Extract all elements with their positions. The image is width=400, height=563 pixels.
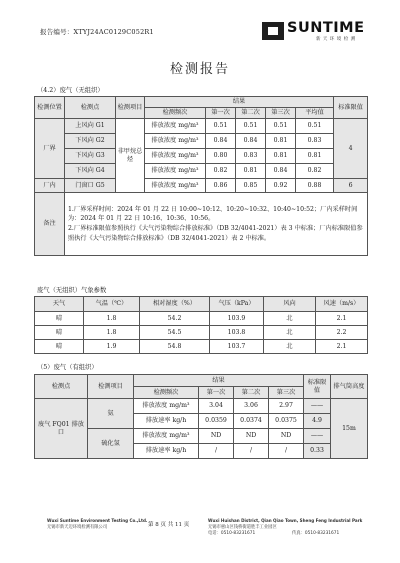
location-cell: 厂界 — [35, 119, 65, 179]
hdr-limit: 标准限值 — [334, 97, 368, 119]
hdr-r2: 第二次 — [236, 108, 266, 119]
logo-mark-icon — [262, 22, 284, 40]
remark-label: 备注 — [35, 193, 65, 256]
hdr-result: 结果 — [145, 97, 334, 108]
value-cell: 0.88 — [296, 179, 334, 193]
footer-address-cn: 无锡市惠山区钱桥街道胜丰工业园区 — [208, 525, 277, 530]
hdr-r1: 第一次 — [199, 387, 234, 399]
weather-cell: 2.1 — [316, 340, 368, 354]
value-cell: 0.84 — [266, 164, 296, 179]
item-cell: 非甲烷总烃 — [116, 119, 145, 193]
value-cell: 0.83 — [296, 134, 334, 149]
weather-cell: 54.2 — [140, 312, 210, 326]
weather-cell: 北 — [264, 326, 316, 340]
freq-cell: 排放浓度 mg/m³ — [134, 399, 199, 414]
value-cell: 3.04 — [199, 399, 234, 414]
value-cell: 0.81 — [236, 164, 266, 179]
value-cell: 0.84 — [206, 134, 236, 149]
weather-cell: 1.8 — [84, 312, 140, 326]
section-heading-organized: （5）废气（有组织） — [37, 364, 98, 371]
hdr-freq: 检测频次 — [145, 108, 206, 119]
weather-hdr: 风速（m/s） — [316, 297, 368, 312]
weather-hdr: 气温（℃） — [84, 297, 140, 312]
value-cell: ND — [234, 429, 269, 444]
limit-cell: 6 — [334, 179, 368, 193]
item-h2s: 硫化氢 — [88, 429, 134, 459]
logo-subtitle: 新 天 环 境 检 测 — [316, 37, 356, 42]
value-cell: ND — [199, 429, 234, 444]
value-cell: / — [199, 444, 234, 459]
weather-cell: 晴 — [35, 326, 84, 340]
hdr-avg: 平均值 — [296, 108, 334, 119]
freq-cell: 排放浓度 mg/m³ — [145, 134, 206, 149]
weather-cell: 晴 — [35, 312, 84, 326]
page-number: 第 8 页 共 11 页 — [148, 522, 190, 528]
weather-hdr: 风向 — [264, 297, 316, 312]
weather-cell: 晴 — [35, 340, 84, 354]
value-cell: 2.97 — [269, 399, 304, 414]
value-cell: ND — [269, 429, 304, 444]
freq-cell: 排放浓度 mg/m³ — [145, 179, 206, 193]
value-cell: 0.92 — [266, 179, 296, 193]
hdr-r3: 第三次 — [269, 387, 304, 399]
weather-cell: 北 — [264, 312, 316, 326]
outlet-cell: 废气 FQ01 排放口 — [35, 399, 88, 459]
hdr-result: 结果 — [134, 375, 304, 387]
hdr-point: 检测点 — [65, 97, 116, 119]
point-cell: 门窗口 G5 — [65, 179, 116, 193]
item-ammonia: 氨 — [88, 399, 134, 429]
footer-phone: 电话：0510-83231671 — [208, 531, 256, 536]
value-cell: 0.51 — [236, 119, 266, 134]
weather-hdr: 相对湿度（%） — [140, 297, 210, 312]
value-cell: 0.82 — [206, 164, 236, 179]
organized-emission-table — [34, 374, 368, 459]
value-cell: 0.51 — [206, 119, 236, 134]
freq-cell: 排放浓度 mg/m³ — [145, 119, 206, 134]
value-cell: / — [269, 444, 304, 459]
hdr-limit: 标准限值 — [304, 375, 331, 399]
hdr-r3: 第三次 — [266, 108, 296, 119]
limit-cell: 0.33 — [304, 444, 331, 459]
value-cell: 0.83 — [236, 149, 266, 164]
weather-cell: 103.8 — [210, 326, 264, 340]
hdr-r1: 第一次 — [206, 108, 236, 119]
weather-cell: 北 — [264, 340, 316, 354]
point-cell: 下风向 G4 — [65, 164, 116, 179]
value-cell: 0.51 — [296, 119, 334, 134]
point-cell: 下风向 G3 — [65, 149, 116, 164]
weather-table — [34, 296, 368, 354]
weather-cell: 1.9 — [84, 340, 140, 354]
point-cell: 上风向 G1 — [65, 119, 116, 134]
value-cell: 0.51 — [266, 119, 296, 134]
remark-text: 1.厂界采样时间：2024 年 01 月 22 日 10:00~10:12、10:20~10:32、10:40~10:52；厂内采样时间为：2024 年 01 月 22 日 10:16、10:36、10:56。 2.厂界标准限值参照执行《大气污染物综合排放标准》（DB 32/4041-2021）表 3 中标准；厂内标准限值参照执行《大气污染物综合排放标准》（DB 32/4041-2021）表 2 中标准。 — [65, 193, 368, 256]
location-cell: 厂内 — [35, 179, 65, 193]
freq-cell: 排放浓度 mg/m³ — [145, 149, 206, 164]
footer-company-cn: 无锡市新天迈环境检测有限公司 — [47, 525, 108, 530]
value-cell: 0.80 — [206, 149, 236, 164]
value-cell: 0.0374 — [234, 414, 269, 429]
value-cell: 0.81 — [266, 134, 296, 149]
footer-company-en: Wuxi Suntime Environment Testing Co.,Ltd. — [47, 518, 148, 523]
freq-cell: 排放浓度 mg/m³ — [145, 164, 206, 179]
hdr-item: 检测项目 — [88, 375, 134, 399]
limit-cell: —— — [304, 429, 331, 444]
hdr-stack-height: 排气筒高度 — [331, 375, 368, 399]
section-heading-unorganized: （4.2）废气（无组织） — [37, 87, 104, 94]
value-cell: 0.0359 — [199, 414, 234, 429]
value-cell: 0.0375 — [269, 414, 304, 429]
weather-cell: 54.8 — [140, 340, 210, 354]
weather-cell: 103.9 — [210, 312, 264, 326]
weather-cell: 1.8 — [84, 326, 140, 340]
value-cell: 0.86 — [206, 179, 236, 193]
freq-cell: 排放速率 kg/h — [134, 414, 199, 429]
stack-height-cell: 15m — [331, 399, 368, 459]
weather-cell: 54.5 — [140, 326, 210, 340]
freq-cell: 排放速率 kg/h — [134, 444, 199, 459]
footer-address-en: Wuxi Huishan District, Qian Qiao Town, Sheng Feng Industrial Park — [208, 518, 363, 523]
hdr-point: 检测点 — [35, 375, 88, 399]
weather-cell: 103.7 — [210, 340, 264, 354]
weather-heading: 废气（无组织）气象参数 — [37, 287, 107, 294]
value-cell: 0.85 — [236, 179, 266, 193]
freq-cell: 排放浓度 mg/m³ — [134, 429, 199, 444]
value-cell: 0.84 — [236, 134, 266, 149]
limit-cell: 4 — [334, 119, 368, 179]
value-cell: 0.81 — [266, 149, 296, 164]
hdr-item: 检测项目 — [116, 97, 145, 119]
unorganized-emission-table — [34, 96, 368, 256]
value-cell: 0.81 — [296, 149, 334, 164]
report-number: 报告编号：XTYJ24AC0129C052R1 — [40, 28, 154, 36]
value-cell: / — [234, 444, 269, 459]
weather-cell: 2.1 — [316, 312, 368, 326]
weather-hdr: 天气 — [35, 297, 84, 312]
limit-cell: 4.9 — [304, 414, 331, 429]
weather-hdr: 气压（kPa） — [210, 297, 264, 312]
value-cell: 0.82 — [296, 164, 334, 179]
value-cell: 3.06 — [234, 399, 269, 414]
hdr-freq: 检测频次 — [134, 387, 199, 399]
logo-name: SUNTIME — [287, 20, 365, 36]
page-title: 检测报告 — [169, 62, 230, 77]
hdr-location: 检测位置 — [35, 97, 65, 119]
company-logo — [262, 20, 365, 44]
weather-cell: 2.2 — [316, 326, 368, 340]
limit-cell: —— — [304, 399, 331, 414]
point-cell: 下风向 G2 — [65, 134, 116, 149]
hdr-r2: 第二次 — [234, 387, 269, 399]
footer-fax: 传真：0510-83231671 — [292, 531, 340, 536]
